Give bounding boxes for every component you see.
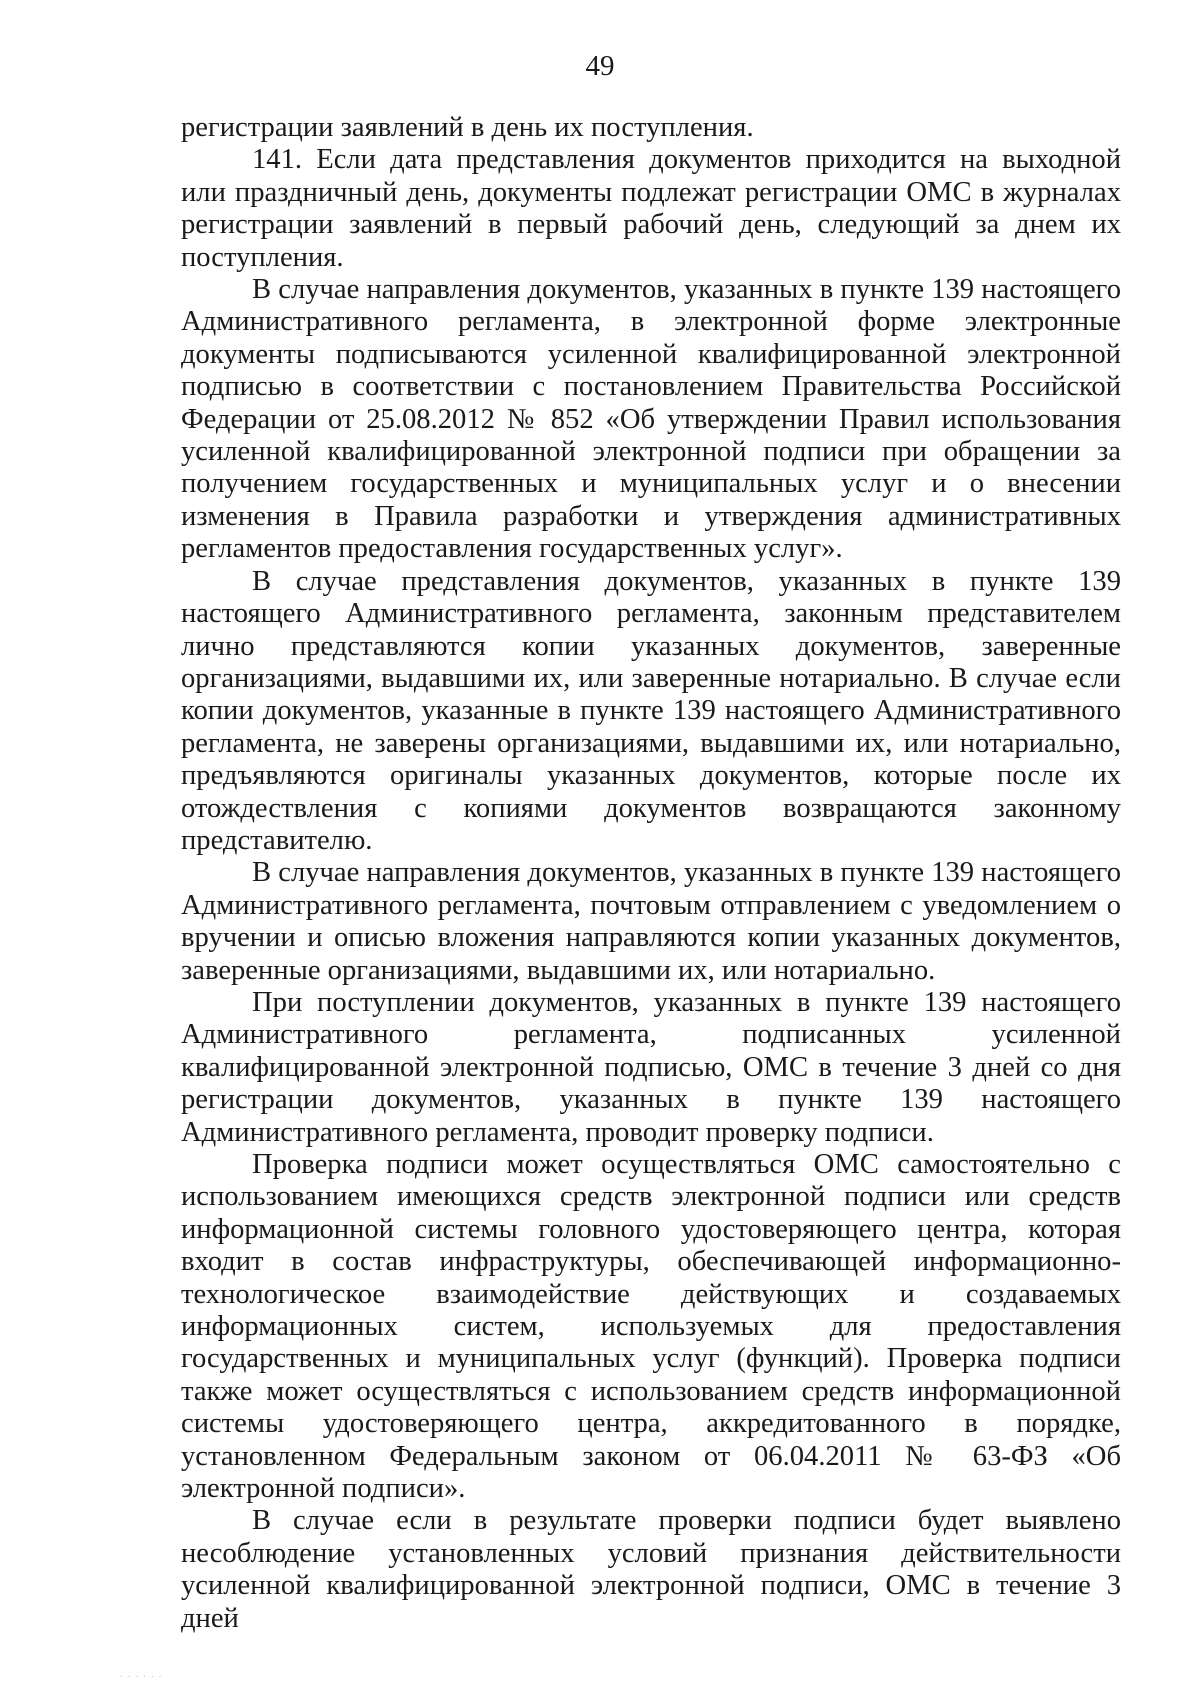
paragraph-personal-submission: В случае представления документов, указанных в пункте 139 настоящего Административного регламента, законным представителем лично представляются копии указанных документов, заверенные организациями, выдавшими их, или заверенные нотариально. В случае если копии документов, указанные в пункте 139 настоящего Административного регламента, не заверены организациями, выдавшими их, или нотариально, предъявляются оригиналы указанных документов, которые после их отождествления с копиями документов возвращаются законному представителю. [181,565,1121,856]
paragraph-signature-invalid: В случае если в результате проверки подписи будет выявлено несоблюдение установленных условий признания действительности усиленной квалифицированной электронной подписи, ОМС в течение 3 дней [181,1505,1121,1634]
paragraph-postal-submission: В случае направления документов, указанных в пункте 139 настоящего Административного регламента, почтовым отправлением с уведомлением о вручении и описью вложения направляются копии указанных документов, заверенные организациями, выдавшими их, или нотариально. [181,857,1121,986]
page-number: 49 [585,50,615,82]
paragraph-electronic-submission: В случае направления документов, указанных в пункте 139 настоящего Административного регламента, в электронной форме электронные документы подписываются усиленной квалифицированной электронной подписью в соответствии с постановлением Правительства Российской Федерации от 25.08.2012 № 852 «Об утверждении Правил использования усиленной квалифицированной электронной подписи при обращении за получением государственных и муниципальных услуг и о внесении изменения в Правила разработки и утверждения административных регламентов предоставления государственных услуг». [181,274,1121,565]
document-body [181,112,1121,1635]
paragraph-141: 141. Если дата представления документов приходится на выходной или праздничный день, документы подлежат регистрации ОМС в журналах регистрации заявлений в первый рабочий день, следующий за днем их поступления. [181,144,1121,273]
paragraph-signature-check-method: Проверка подписи может осуществляться ОМС самостоятельно с использованием имеющихся средств электронной подписи или средств информационной системы головного удостоверяющего центра, которая входит в состав инфраструктуры, обеспечивающей информационно-технологическое взаимодействие действующих и создаваемых информационных систем, используемых для предоставления государственных и муниципальных услуг (функций). Проверка подписи также может осуществляться с использованием средств информационной системы удостоверяющего центра, аккредитованного в порядке, установленном Федеральным законом от 06.04.2011 № 63-ФЗ «Об электронной подписи». [181,1149,1121,1505]
scan-artifact: . . . . . . [120,1670,163,1680]
paragraph-continuation: регистрации заявлений в день их поступления. [181,112,754,143]
paragraph-signature-check-deadline: При поступлении документов, указанных в пункте 139 настоящего Административного регламента, подписанных усиленной квалифицированной электронной подписью, ОМС в течение 3 дней со дня регистрации документов, указанных в пункте 139 настоящего Административного регламента, проводит проверку подписи. [181,986,1121,1148]
